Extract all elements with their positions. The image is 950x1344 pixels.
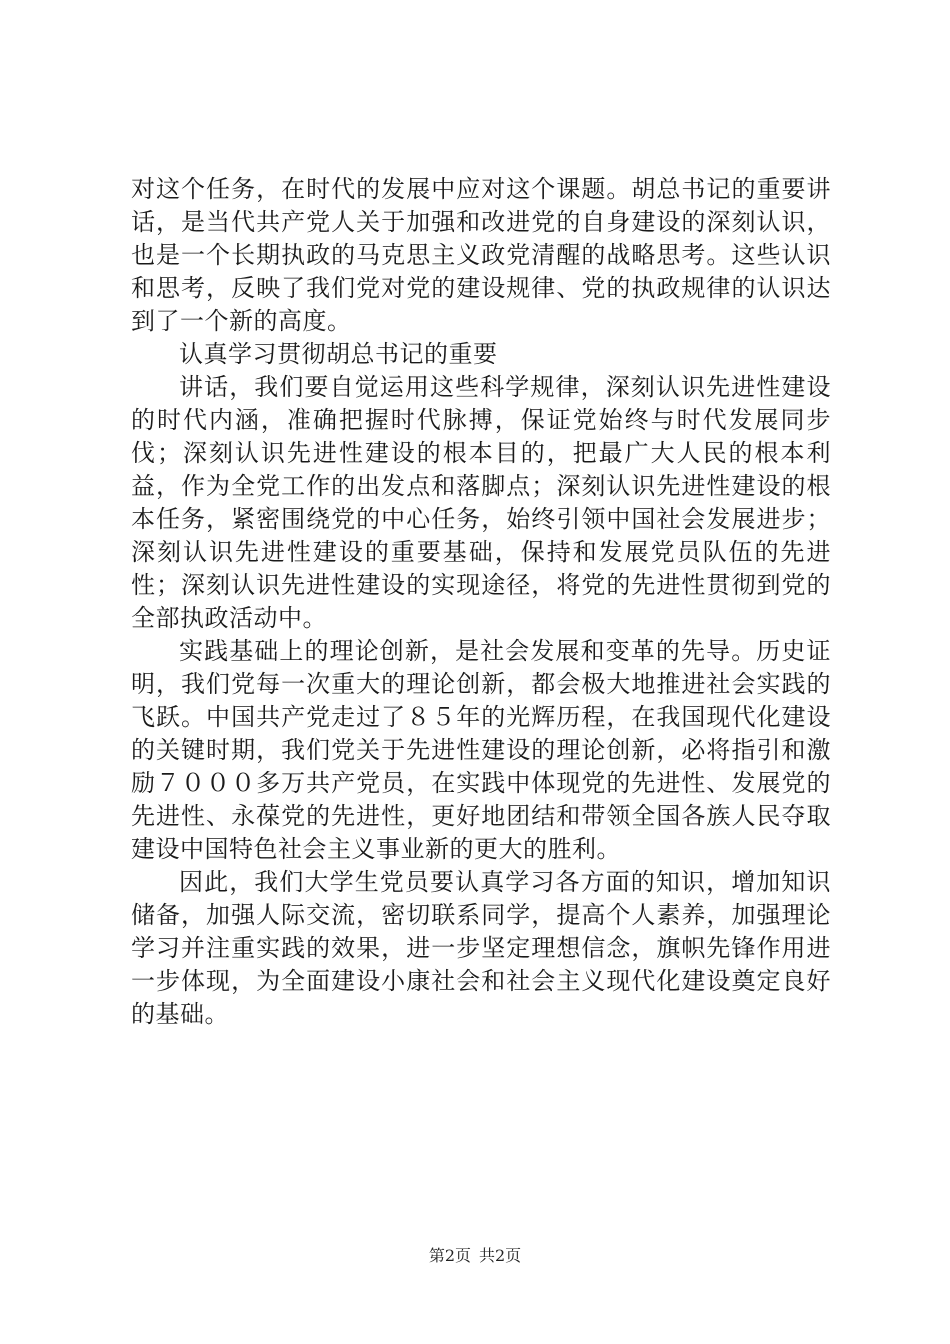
paragraph-2: 认真学习贯彻胡总书记的重要 — [179, 340, 498, 368]
paragraph-1: 对这个任务，在时代的发展中应对这个课题。胡总书记的重要讲话，是当代共产党人关于加强和改进党的自身建设的深刻认识，也是一个长期执政的马克思主义政党清醒的战略思考。这些认识和思考，反映了我们党对党的建设规律、党的执政规律的认识达到了一个新的高度。 — [131, 175, 831, 335]
page-footer — [0, 1243, 950, 1266]
paragraph-3: 讲话，我们要自觉运用这些科学规律，深刻认识先进性建设的时代内涵，准确把握时代脉搏，保证党始终与时代发展同步伐；深刻认识先进性建设的根本目的，把最广大人民的根本利益，作为全党工作的出发点和落脚点；深刻认识先进性建设的根本任务，紧密围绕党的中心任务，始终引领中国社会发展进步；深刻认识先进性建设的重要基础，保持和发展党员队伍的先进性；深刻认识先进性建设的实现途径，将党的先进性贯彻到党的全部执政活动中。 — [131, 373, 831, 632]
document-body — [131, 173, 831, 1031]
page-total: 共2页 — [479, 1246, 522, 1265]
page-number: 第2页 — [428, 1246, 471, 1265]
paragraph-5: 因此，我们大学生党员要认真学习各方面的知识，增加知识储备，加强人际交流，密切联系同学，提高个人素养，加强理论学习并注重实践的效果，进一步坚定理想信念，旗帜先锋作用进一步体现，为全面建设小康社会和社会主义现代化建设奠定良好的基础。 — [131, 868, 831, 1028]
paragraph-4: 实践基础上的理论创新，是社会发展和变革的先导。历史证明，我们党每一次重大的理论创新，都会极大地推进社会实践的飞跃。中国共产党走过了８５年的光辉历程，在我国现代化建设的关键时期，我们党关于先进性建设的理论创新，必将指引和激励７０００多万共产党员，在实践中体现党的先进性、发展党的先进性、永葆党的先进性，更好地团结和带领全国各族人民夺取建设中国特色社会主义事业新的更大的胜利。 — [131, 637, 831, 863]
